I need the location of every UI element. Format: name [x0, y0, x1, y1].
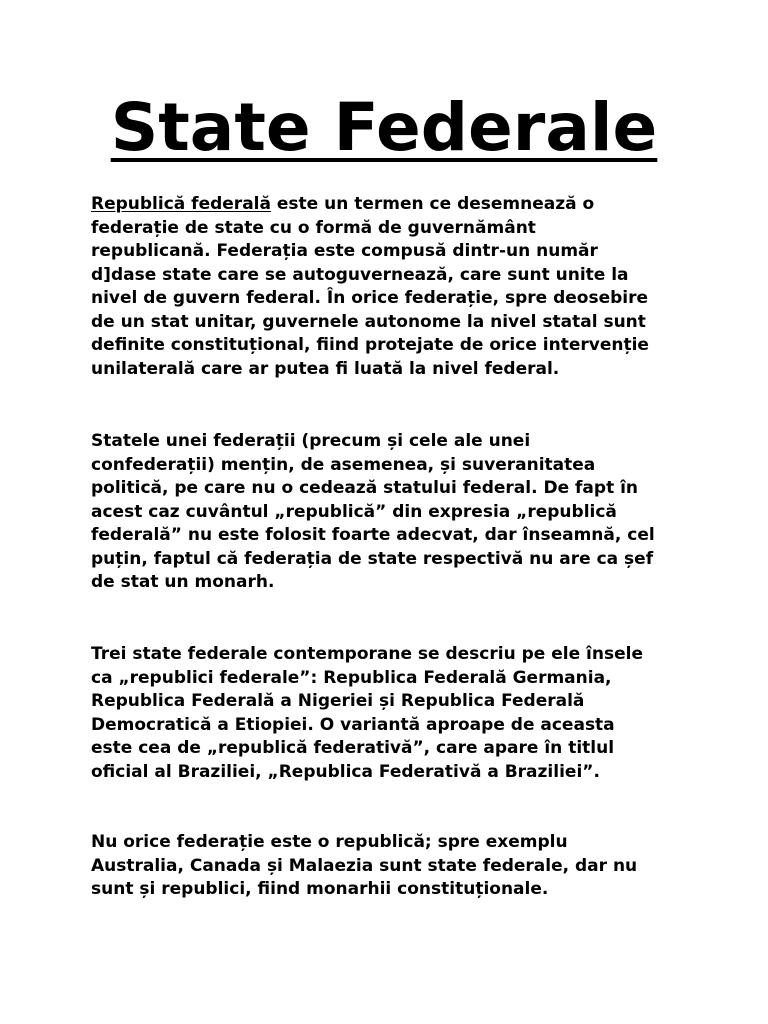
paragraph-1 — [91, 193, 681, 381]
paragraph-line: ca „republici federale”: Republica Federală Germania, — [91, 667, 612, 688]
paragraph-line: unilaterală care ar putea fi luată la nivel federal. — [91, 358, 560, 379]
paragraph-line: Nu orice federație este o republică; spre exemplu — [91, 832, 568, 852]
paragraph-line: sunt și republici, fiind monarhii constituționale. — [91, 879, 549, 899]
paragraph-4 — [91, 831, 681, 902]
paragraph-line: Republica Federală a Nigeriei și Republica Federală — [91, 691, 585, 711]
paragraph-line: nivel de guvern federal. În orice federație, spre deosebire — [91, 288, 649, 308]
paragraph-line: politică, pe care nu o cedează statului federal. De fapt în — [91, 478, 639, 498]
paragraph-line: Australia, Canada și Malaezia sunt state federale, dar nu — [91, 855, 638, 876]
page-title: State Federale — [110, 89, 658, 166]
paragraph-line: Democratică a Etiopiei. O variantă aproape de aceasta — [91, 714, 615, 735]
paragraph-line: definite constituțional, fiind protejate de orice intervenție — [91, 335, 649, 355]
paragraph-line: de un stat unitar, guvernele autonome la nivel statal sunt — [91, 311, 646, 332]
paragraph-line: confederații) mențin, de asemenea, și suveranitatea — [91, 454, 596, 475]
paragraph-line: acest caz cuvântul „republică” din expresia „republică — [91, 501, 617, 522]
term-link[interactable]: Republică federală — [91, 194, 271, 214]
paragraph-2 — [91, 430, 681, 595]
paragraph-line: federație de state cu o formă de guvernământ — [91, 217, 536, 238]
paragraph-line: este cea de „republică federativă”, care apare în titlul — [91, 738, 615, 758]
paragraph-line: puțin, faptul că federația de state respectivă nu are ca șef — [91, 548, 654, 569]
paragraph-line: Statele unei federații (precum și cele ale unei — [91, 431, 531, 451]
paragraph-line — [91, 193, 681, 217]
paragraph-line: d]dase state care se autoguvernează, care sunt unite la — [91, 264, 629, 285]
paragraph-line: oficial al Braziliei, „Republica Federativă a Braziliei”. — [91, 761, 600, 782]
paragraph-line: federală” nu este folosit foarte adecvat, dar înseamnă, cel — [91, 525, 655, 545]
paragraph-text: este un termen ce desemnează o — [270, 194, 595, 214]
paragraph-line: republicană. Federația este compusă dintr-un număr — [91, 241, 598, 261]
paragraph-3 — [91, 643, 681, 784]
paragraph-line: Trei state federale contemporane se descriu pe ele însele — [91, 644, 643, 664]
paragraph-line: de stat un monarh. — [91, 572, 275, 592]
